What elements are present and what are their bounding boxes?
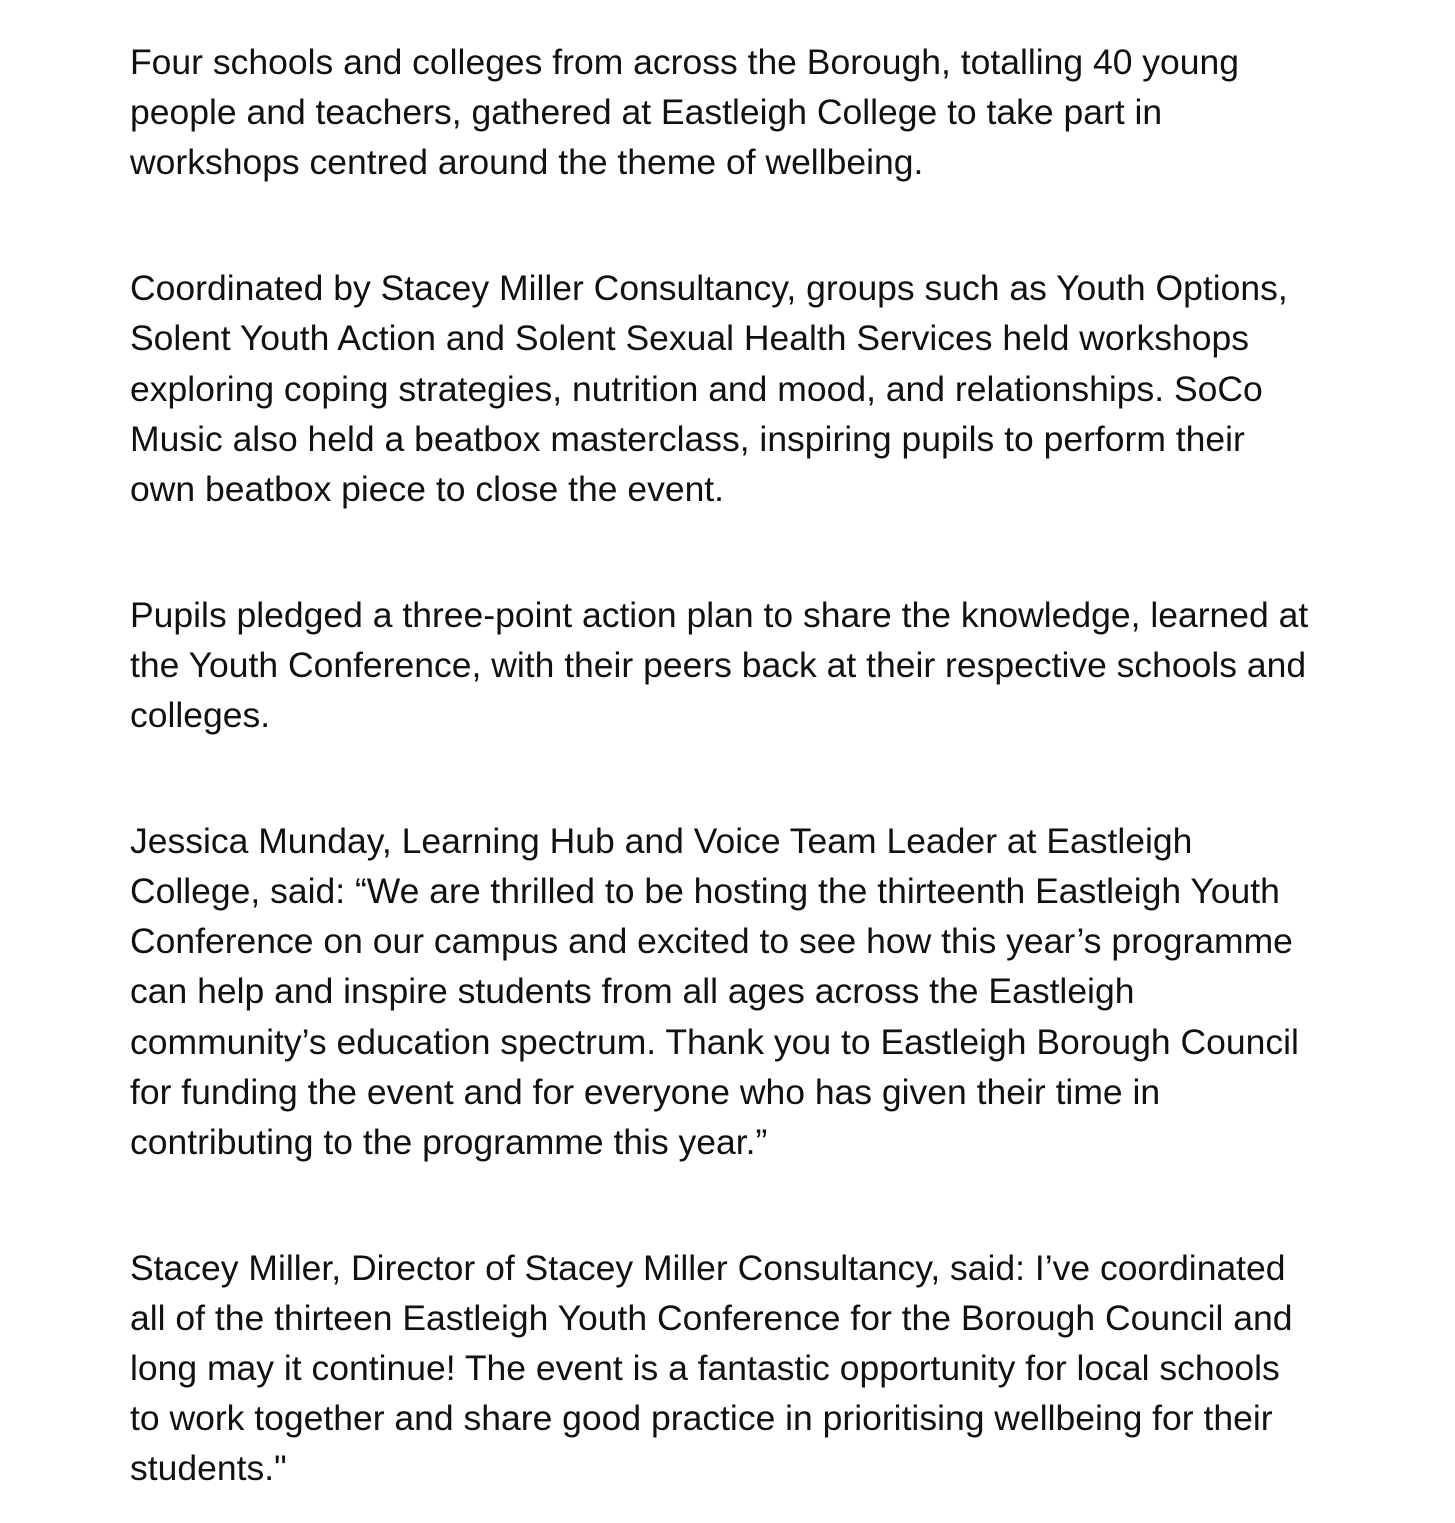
text-line: Coordinated by Stacey Miller Consultancy, groups such as Youth Options,	[130, 268, 1288, 309]
text-line: College, said: “We are thrilled to be hosting the thirteenth Eastleigh Youth	[130, 870, 1280, 911]
text-line: for funding the event and for everyone who has given their time in	[130, 1071, 1161, 1112]
paragraph-workshops	[130, 263, 1405, 514]
text-line: contributing to the programme this year.”	[130, 1121, 768, 1162]
paragraph-quote-stacey-miller	[130, 1243, 1405, 1494]
text-line: colleges.	[130, 695, 271, 736]
text-line: long may it continue! The event is a fantastic opportunity for local schools	[130, 1348, 1280, 1389]
text-line: the Youth Conference, with their peers back at their respective schools and	[130, 644, 1307, 685]
text-line: exploring coping strategies, nutrition and mood, and relationships. SoCo	[130, 368, 1263, 409]
article-body	[130, 37, 1405, 1494]
text-line: Pupils pledged a three-point action plan to share the knowledge, learned at	[130, 594, 1309, 635]
text-line: Solent Youth Action and Solent Sexual Health Services held workshops	[130, 318, 1249, 359]
text-line: Conference on our campus and excited to see how this year’s programme	[130, 921, 1293, 962]
text-line: Music also held a beatbox masterclass, inspiring pupils to perform their	[130, 418, 1245, 459]
text-line: people and teachers, gathered at Eastleigh College to take part in	[130, 92, 1163, 133]
paragraph-action-plan	[130, 590, 1405, 741]
text-line: students."	[130, 1448, 287, 1489]
text-line: own beatbox piece to close the event.	[130, 468, 725, 509]
text-line: Stacey Miller, Director of Stacey Miller Consultancy, said: I’ve coordinated	[130, 1247, 1286, 1288]
text-line: Four schools and colleges from across the Borough, totalling 40 young	[130, 42, 1240, 82]
text-line: Jessica Munday, Learning Hub and Voice Team Leader at Eastleigh	[130, 820, 1193, 861]
text-line: to work together and share good practice in prioritising wellbeing for their	[130, 1398, 1273, 1439]
text-line: all of the thirteen Eastleigh Youth Conference for the Borough Council and	[130, 1297, 1293, 1338]
paragraph-quote-jessica-munday	[130, 816, 1405, 1167]
text-line: can help and inspire students from all ages across the Eastleigh	[130, 971, 1135, 1012]
paragraph-intro	[130, 37, 1405, 188]
text-line: workshops centred around the theme of wellbeing.	[130, 142, 924, 183]
text-line: community’s education spectrum. Thank you to Eastleigh Borough Council	[130, 1021, 1299, 1062]
